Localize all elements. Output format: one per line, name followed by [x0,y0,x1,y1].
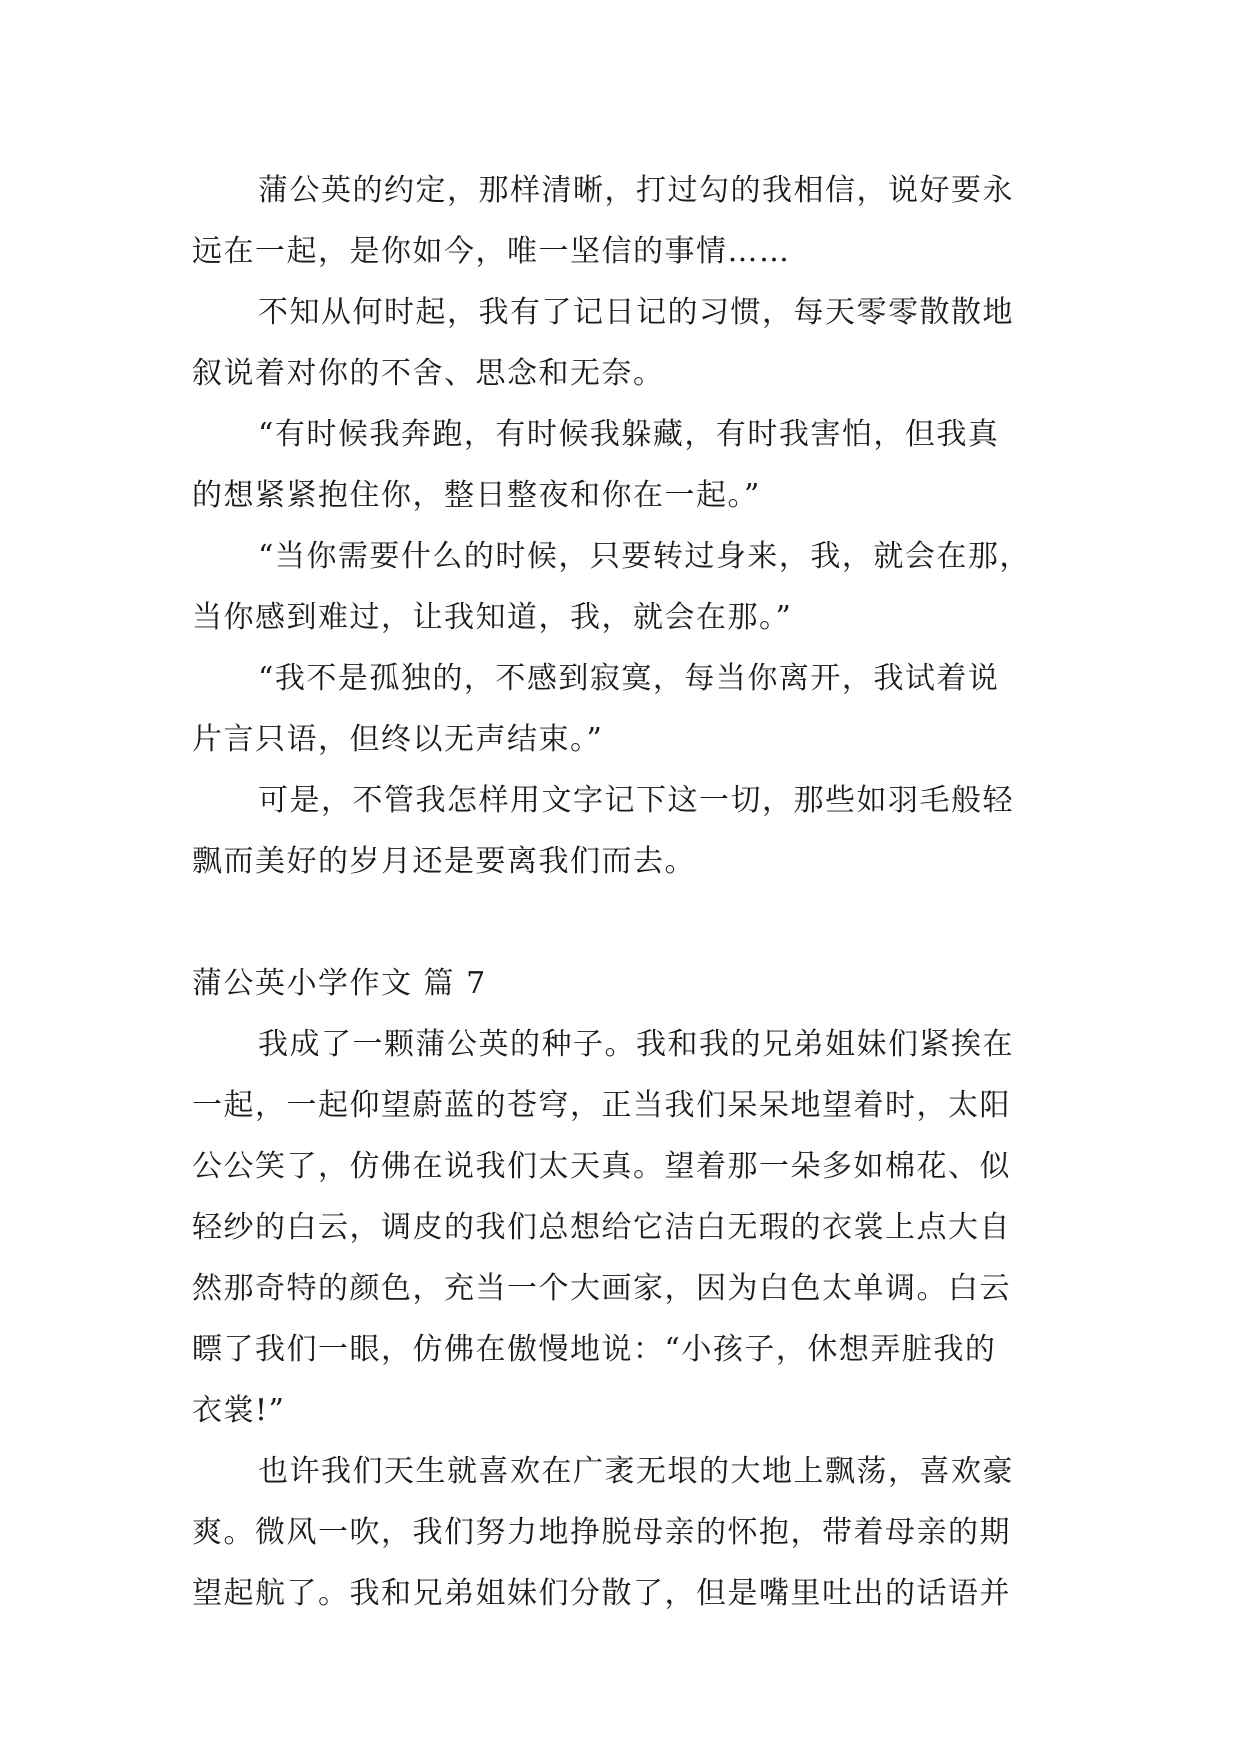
text-line: 片言只语，但终以无声结束。” [192,722,604,757]
text-line: “我不是孤独的，不感到寂寞，每当你离开，我试着说 [258,661,1000,696]
text-line: “有时候我奔跑，有时候我躲藏，有时我害怕，但我真 [258,417,1000,452]
text-line: 远在一起，是你如今，唯一坚信的事情…… [192,234,791,269]
paragraph [192,404,1054,526]
paragraph [192,282,1054,404]
text-line: 爽。微风一吹，我们努力地挣脱母亲的怀抱，带着母亲的期 [192,1515,1011,1550]
paragraph [192,648,1054,770]
section-gap [192,892,1054,953]
text-line: “当你需要什么的时候，只要转过身来，我，就会在那， [258,539,1031,574]
text-line: 不知从何时起，我有了记日记的习惯，每天零零散散地 [258,295,1014,330]
section-heading: 蒲公英小学作文 篇 7 [192,966,487,1001]
text-line: 叙说着对你的不舍、思念和无奈。 [192,356,665,391]
text-line: 也许我们天生就喜欢在广袤无垠的大地上飘荡，喜欢豪 [258,1454,1014,1489]
text-line: 衣裳!” [192,1393,286,1428]
text-line: 望起航了。我和兄弟姐妹们分散了，但是嘴里吐出的话语并 [192,1576,1011,1611]
text-line: 公公笑了，仿佛在说我们太天真。望着那一朵多如棉花、似 [192,1149,1011,1184]
text-line: 瞟了我们一眼，仿佛在傲慢地说：“小孩子，休想弄脏我的 [192,1332,997,1367]
text-line: 我成了一颗蒲公英的种子。我和我的兄弟姐妹们紧挨在 [258,1027,1014,1062]
text-line: 一起，一起仰望蔚蓝的苍穹，正当我们呆呆地望着时，太阳 [192,1088,1011,1123]
text-line: 飘而美好的岁月还是要离我们而去。 [192,844,696,879]
text-line: 蒲公英的约定，那样清晰，打过勾的我相信，说好要永 [258,173,1014,208]
text-line: 然那奇特的颜色，充当一个大画家，因为白色太单调。白云 [192,1271,1011,1306]
document-page [192,160,1054,1624]
paragraph [192,160,1054,282]
paragraph [192,770,1054,892]
paragraph [192,1014,1054,1441]
text-line: 当你感到难过，让我知道，我，就会在那。” [192,600,793,635]
text-line: 的想紧紧抱住你，整日整夜和你在一起。” [192,478,761,513]
paragraph [192,1441,1054,1624]
text-line: 可是，不管我怎样用文字记下这一切，那些如羽毛般轻 [258,783,1014,818]
paragraph [192,526,1054,648]
text-line: 轻纱的白云，调皮的我们总想给它洁白无瑕的衣裳上点大自 [192,1210,1011,1245]
